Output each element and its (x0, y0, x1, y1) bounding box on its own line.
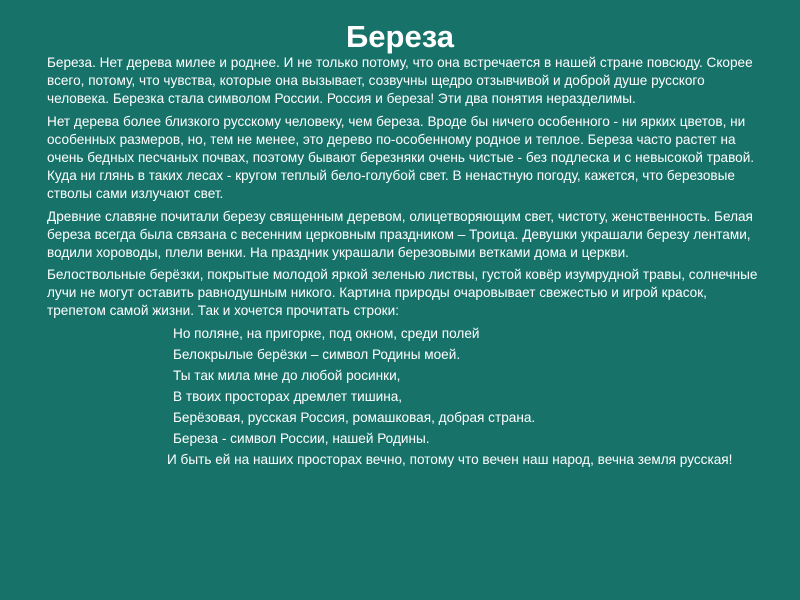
closing-paragraph: И быть ей на наших просторах вечно, потому что вечен наш народ, вечна земля русская! (167, 452, 733, 467)
slide-body (47, 54, 767, 469)
poem-line: Ты так мила мне до любой росинки, (173, 368, 401, 383)
poem-line: Берёзовая, русская Россия, ромашковая, добрая страна. (173, 410, 536, 425)
poem-line: Белокрылые берёзки – символ Родины моей. (173, 347, 461, 362)
paragraph-white-birches: Белоствольные берёзки, покрытые молодой яркой зеленью листвы, густой ковёр изумрудной травы, солнечные лучи не могут оставить равнодушным никого. Картина природы очаровывает свежестью и игрой красок, трепетом самой жизни. Так и хочется прочитать строки: (47, 267, 758, 318)
poem-line: В твоих просторах дремлет тишина, (173, 389, 403, 404)
paragraph-close-to-russian: Нет дерева более близкого русскому человеку, чем береза. Вроде бы ничего особенного - ни ярких цветов, ни особенных размеров, но, тем не менее, это дерево по-особенному родное и теплое. Береза часто растет на очень бедных песчаных почвах, поэтому бывают березняки очень чистые - без подлеска и с невысокой травой. Куда ни глянь в таких лесах - кругом теплый бело-голубой свет. В ненастную погоду, кажется, что березовые стволы сами излучают свет. (47, 114, 755, 201)
poem (47, 325, 767, 448)
poem-line: Но поляне, на пригорке, под окном, среди полей (173, 326, 480, 341)
paragraph-intro: Береза. Нет дерева милее и роднее. И не только потому, что она встречается в нашей стране повсюду. Скорее всего, потому, что чувства, которые она вызывает, созвучны щедро отзывчивой и доброй душе русского человека. Березка стала символом России. Россия и береза! Эти два понятия неразделимы. (47, 55, 753, 106)
slide-title: Береза (346, 19, 454, 54)
paragraph-ancient-slavs: Древние славяне почитали березу священным деревом, олицетворяющим свет, чистоту, женственность. Белая береза всегда была связана с весенним церковным праздником – Троица. Девушки украшали березу лентами, водили хороводы, плели венки. На праздник украшали березовыми ветками дома и церкви. (47, 209, 753, 260)
poem-line: Береза - символ России, нашей Родины. (173, 431, 430, 446)
